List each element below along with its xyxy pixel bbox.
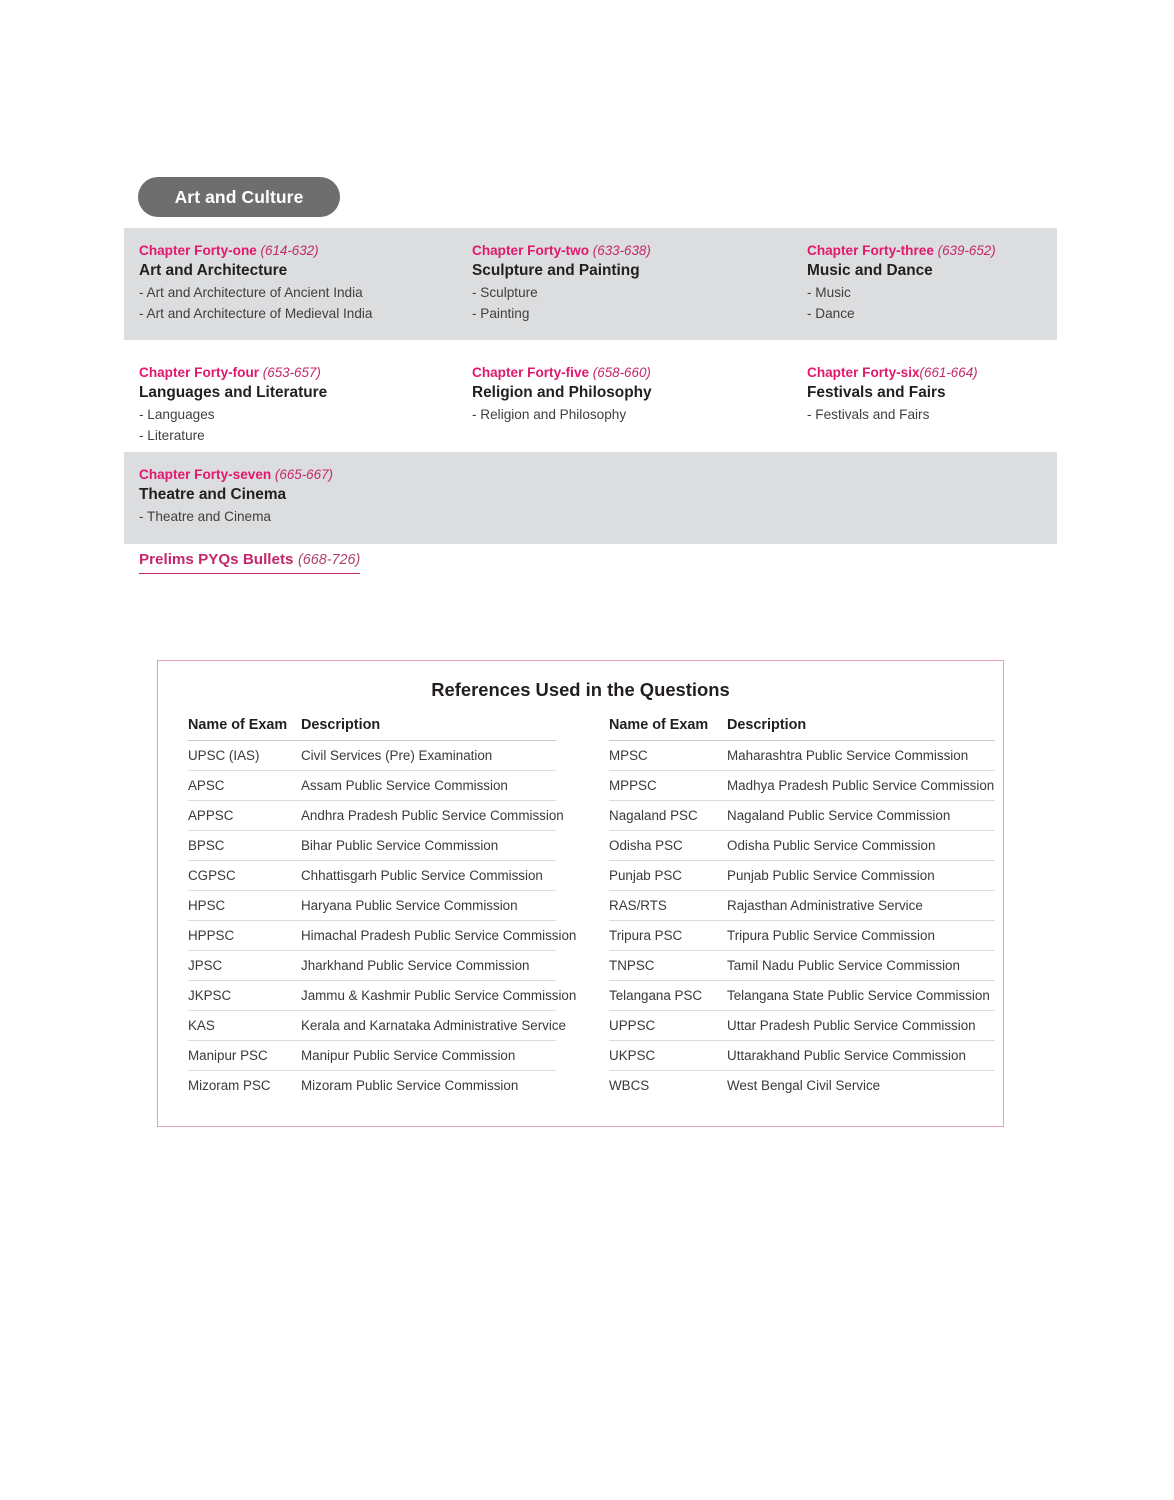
references-table-right <box>609 717 995 1100</box>
table-row <box>188 741 556 771</box>
exam-description-cell: Manipur Public Service Commission <box>301 1041 556 1071</box>
chapter-number: Chapter Forty-four <box>139 365 260 380</box>
table-row <box>609 1041 995 1071</box>
chapter-band <box>124 452 1057 544</box>
exam-name-cell: CGPSC <box>188 861 301 891</box>
exam-name-cell: JPSC <box>188 951 301 981</box>
chapter-topic: - Sculpture <box>472 285 538 301</box>
chapter-page-range: (614-632) <box>256 243 319 258</box>
exam-description-cell: Mizoram Public Service Commission <box>301 1078 519 1093</box>
chapter-entry[interactable] <box>792 242 1057 324</box>
table-row <box>609 801 995 831</box>
chapter-entry[interactable] <box>457 242 792 324</box>
table-header-row <box>609 717 995 741</box>
chapter-entry[interactable] <box>124 466 457 528</box>
exam-name-cell: Mizoram PSC <box>188 1078 271 1093</box>
exam-description-cell: Andhra Pradesh Public Service Commission <box>301 801 556 831</box>
exam-description-cell: Chhattisgarh Public Service Commission <box>301 861 556 891</box>
table-row <box>609 831 995 861</box>
chapter-topic: - Literature <box>139 427 205 443</box>
chapter-title: Sculpture and Painting <box>472 262 640 280</box>
chapter-topic: - Languages <box>139 407 215 423</box>
chapter-entry[interactable] <box>124 364 457 446</box>
chapter-title: Festivals and Fairs <box>807 384 946 402</box>
table-row <box>609 981 995 1011</box>
table-row <box>609 1071 995 1101</box>
chapter-title: Music and Dance <box>807 262 933 280</box>
references-column-right <box>581 717 1003 1100</box>
exam-description-cell: Odisha Public Service Commission <box>727 831 995 861</box>
table-row <box>609 741 995 771</box>
exam-description-cell: Haryana Public Service Commission <box>301 891 556 921</box>
chapter-topic: - Painting <box>472 305 530 321</box>
chapter-number: Chapter Forty-five <box>472 365 590 380</box>
exam-description-cell: Bihar Public Service Commission <box>301 831 556 861</box>
table-row <box>609 861 995 891</box>
exam-description-cell: Himachal Pradesh Public Service Commission <box>301 921 556 951</box>
exam-description-cell: Tripura Public Service Commission <box>727 921 995 951</box>
exam-name-cell: TNPSC <box>609 951 727 981</box>
chapter-number: Chapter Forty-seven <box>139 467 272 482</box>
exam-name-cell: HPPSC <box>188 921 301 951</box>
chapter-topic: - Theatre and Cinema <box>139 509 271 525</box>
chapter-title: Art and Architecture <box>139 262 288 280</box>
section-header-label: Art and Culture <box>174 186 304 207</box>
exam-name-cell: HPSC <box>188 891 301 921</box>
exam-name-cell: UPPSC <box>609 1011 727 1041</box>
exam-name-cell: APSC <box>188 771 301 801</box>
exam-name-cell: MPPSC <box>609 771 727 801</box>
exam-name-cell: Odisha PSC <box>609 831 727 861</box>
exam-description-cell: Punjab Public Service Commission <box>727 861 995 891</box>
exam-description-cell: Civil Services (Pre) Examination <box>301 741 556 771</box>
table-row <box>188 861 556 891</box>
references-table-left <box>188 717 577 1100</box>
chapter-page-range: (665-667) <box>271 467 333 482</box>
prelims-pyqs-bullets-entry[interactable] <box>139 551 360 574</box>
exam-name-cell: WBCS <box>609 1078 650 1093</box>
table-row <box>188 891 556 921</box>
chapter-page-range: (661-664) <box>919 365 978 380</box>
references-column-left <box>158 717 581 1100</box>
chapter-page-range: (639-652) <box>933 243 996 258</box>
chapter-title: Languages and Literature <box>139 384 328 402</box>
chapter-topic: - Religion and Philosophy <box>472 407 627 423</box>
chapter-number: Chapter Forty-six <box>807 365 920 380</box>
exam-name-cell: Punjab PSC <box>609 861 727 891</box>
exam-name-cell: KAS <box>188 1011 301 1041</box>
exam-name-cell: Manipur PSC <box>188 1041 301 1071</box>
table-row <box>609 921 995 951</box>
chapter-entry[interactable] <box>124 242 457 324</box>
exam-name-cell: JKPSC <box>188 981 301 1011</box>
table-row <box>609 891 995 921</box>
references-title: References Used in the Questions <box>431 679 730 700</box>
exam-description-cell: Kerala and Karnataka Administrative Service <box>301 1011 556 1041</box>
table-row <box>188 1041 556 1071</box>
table-header-row <box>188 717 556 741</box>
table-row <box>188 801 556 831</box>
table-row <box>188 921 556 951</box>
table-row <box>609 771 995 801</box>
references-box <box>157 660 1004 1127</box>
table-row <box>188 981 556 1011</box>
chapter-topic: - Art and Architecture of Medieval India <box>139 305 373 321</box>
table-row <box>188 1011 556 1041</box>
exam-name-cell: UPSC (IAS) <box>188 741 301 771</box>
exam-name-cell: Nagaland PSC <box>609 801 727 831</box>
exam-description-cell: Jharkhand Public Service Commission <box>301 951 556 981</box>
chapter-entry[interactable] <box>457 364 792 446</box>
exam-name-cell: MPSC <box>609 741 727 771</box>
exam-description-cell: West Bengal Civil Service <box>727 1078 881 1093</box>
chapter-page-range: (658-660) <box>589 365 651 380</box>
exam-description-cell: Tamil Nadu Public Service Commission <box>727 951 995 981</box>
chapter-topic: - Art and Architecture of Ancient India <box>139 285 363 301</box>
chapter-band <box>124 228 1057 340</box>
prelims-pages: (668-726) <box>297 552 361 568</box>
exam-description-cell: Uttarakhand Public Service Commission <box>727 1041 995 1071</box>
exam-description-cell: Madhya Pradesh Public Service Commission <box>727 771 995 801</box>
exam-description-cell: Uttar Pradesh Public Service Commission <box>727 1011 995 1041</box>
chapter-topic: - Music <box>807 285 851 301</box>
exam-description-cell: Jammu & Kashmir Public Service Commission <box>301 981 556 1011</box>
exam-name-cell: Tripura PSC <box>609 921 727 951</box>
exam-description-cell: Nagaland Public Service Commission <box>727 801 995 831</box>
chapter-number: Chapter Forty-three <box>807 243 934 258</box>
table-row <box>188 771 556 801</box>
exam-name-cell: BPSC <box>188 831 301 861</box>
table-row <box>188 951 556 981</box>
exam-description-cell: Rajasthan Administrative Service <box>727 891 995 921</box>
chapter-topic: - Festivals and Fairs <box>807 407 930 423</box>
table-row <box>609 951 995 981</box>
exam-name-cell: Telangana PSC <box>609 981 727 1011</box>
chapter-topic: - Dance <box>807 305 855 321</box>
exam-name-cell: APPSC <box>188 801 301 831</box>
exam-name-cell: UKPSC <box>609 1041 727 1071</box>
chapter-page-range: (633-638) <box>589 243 651 258</box>
chapter-title: Theatre and Cinema <box>139 486 287 504</box>
exam-description-cell: Telangana State Public Service Commission <box>727 981 995 1011</box>
table-row <box>188 831 556 861</box>
column-header-exam: Name of Exam <box>188 717 301 741</box>
prelims-title: Prelims PYQs Bullets <box>139 551 294 568</box>
exam-name-cell: RAS/RTS <box>609 891 727 921</box>
chapter-band <box>124 350 1057 462</box>
table-row <box>609 1011 995 1041</box>
chapter-number: Chapter Forty-two <box>472 243 590 258</box>
chapter-entry[interactable] <box>792 364 1057 446</box>
chapter-number: Chapter Forty-one <box>139 243 257 258</box>
table-row <box>188 1071 556 1101</box>
section-header-pill <box>138 177 340 217</box>
exam-description-cell: Maharashtra Public Service Commission <box>727 741 995 771</box>
column-header-description: Description <box>301 717 556 741</box>
column-header-exam: Name of Exam <box>609 717 727 741</box>
chapter-title: Religion and Philosophy <box>472 384 652 402</box>
column-header-description: Description <box>727 717 995 741</box>
chapter-page-range: (653-657) <box>259 365 321 380</box>
exam-description-cell: Assam Public Service Commission <box>301 771 556 801</box>
